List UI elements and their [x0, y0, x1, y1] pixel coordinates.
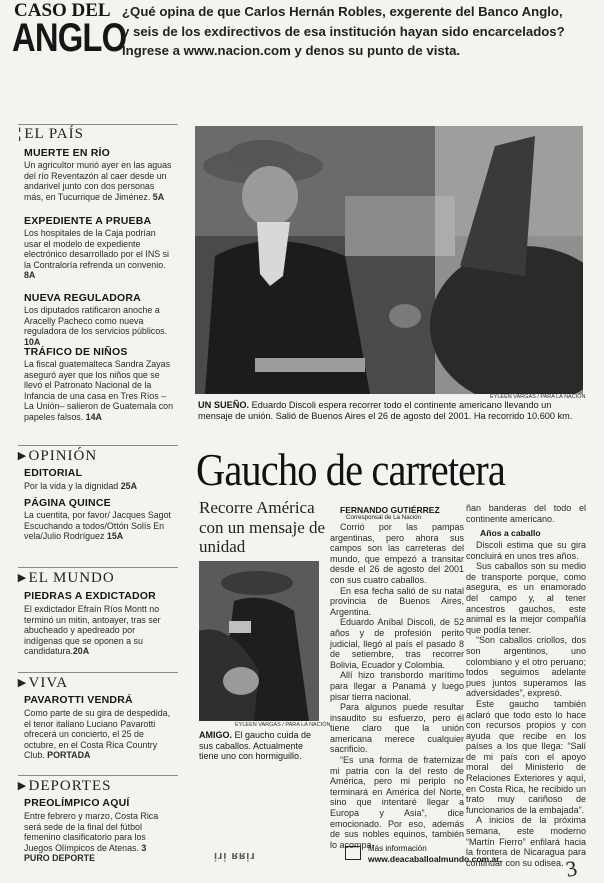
index-body: La fiscal guatemalteca Sandra Zayas aseguró ayer que los niños que se llevó el Patronato Nacional de la Infancia de una casa en Tres Ríos –La Unión– salieron de Guatemala con papeles falsos. 14A — [24, 359, 173, 422]
handwritten-page-mark: 3 — [563, 855, 580, 882]
banner-url[interactable]: www.nacion.com — [183, 43, 291, 58]
index-headline: NUEVA REGULADORA — [24, 292, 141, 304]
byline: FERNANDO GUTIÉRREZ — [340, 505, 440, 515]
paragraph: Eduardo Aníbal Discoli, de 52 años y de profesión perito judicial, llegó al país el pasado 8 de setiembre, tras recorrer Bolivia, Ecuador y Colombia. — [330, 617, 464, 670]
cut-off-text: ᴉɹᴉ ʁʁᴉɹ — [214, 850, 256, 862]
section-viva: ▸ VIVA — [18, 675, 69, 691]
banner-label-small: CASO DEL — [14, 0, 111, 21]
index-body: Como parte de su gira de despedida, el tenor italiano Luciano Pavarotti ofrecerá un concierto, el 25 de octubre, en el Costa Rica Country Club. PORTADA — [24, 708, 171, 761]
section-arrow-icon: ▸ — [18, 570, 27, 586]
banner-question-line3: Ingrese a www.nacion.com y denos su punto de vista. — [122, 43, 461, 58]
photo-caption: AMIGO. El gaucho cuida de sus caballos. Actualmente tiene uno con hormiguillo. — [199, 730, 312, 762]
gaucho-photo — [195, 126, 583, 394]
more-info-url[interactable]: www.deacaballoalmundo.com.ar. — [368, 854, 502, 864]
horse-photo — [199, 561, 319, 721]
paragraph: “Son caballos criollos, dos son argentinos, uno colombiano y el otro peruano; todos seguimos adelante pues juntos superamos las adversidades”, expresó. — [466, 635, 586, 699]
section-el-pais: ¦ EL PAÍS — [18, 126, 84, 142]
index-body: Entre febrero y marzo, Costa Rica será sede de la final del fútbol femenino clasificatorio para los Juegos Olímpicos de Atenas. 3 PURO DEPORTE — [24, 811, 159, 864]
paragraph: En esa fecha salió de su natal provincia de Buenos Aires, Argentina. — [330, 585, 464, 617]
index-body: Los hospitales de la Caja podrían usar el modelo de expediente electrónico desarrollado por el INS si la Contraloría refrenda un convenio. 8A — [24, 228, 170, 281]
article-headline: Gaucho de carretera — [196, 445, 505, 495]
index-body: El exdictador Efraín Ríos Montt no terminó un mitin, antoayer, tras ser abucheado y apedreado por indígenas que se oponen a su candidatura.20A — [24, 604, 161, 657]
photo-credit: EYLEEN VARGAS / PARA LA NACIÓN — [490, 394, 586, 400]
index-body: Por la vida y la dignidad 25A — [24, 481, 137, 491]
gaucho-photo-image — [195, 126, 583, 394]
banner-question-line1: ¿Qué opina de que Carlos Hernán Robles, exgerente del Banco Anglo, — [122, 4, 563, 19]
paragraph: Este gaucho también aclaró que todo esto lo hace con recursos propios y con ayuda que recibe en los países a los que llega: “Salí de mi país con el apoyo moral del Ministerio de Relaciones Exteriores y aquí, en Costa Rica, he recibido un trato muy cariñoso de funcionarios de la embajada”. — [466, 698, 586, 815]
index-body: Los diputados ratificaron anoche a Aracelly Pacheco como nueva reguladora de los servicios públicos. 10A — [24, 305, 168, 347]
index-headline: PREOLÍMPICO AQUÍ — [24, 797, 130, 809]
index-headline: TRÁFICO DE NIÑOS — [24, 346, 128, 358]
article-column-2-top — [466, 503, 586, 524]
section-arrow-icon: ▸ — [18, 675, 27, 691]
paragraph: A inicios de la próxima semana, este moderno “Martín Fierro” enfilará hacia la frontera de Nicaragua para continuar con su odisea. — [466, 815, 586, 868]
section-arrow-icon: ▸ — [18, 448, 27, 464]
section-opinion: ▸ OPINIÓN — [18, 448, 98, 464]
index-headline: MUERTE EN RÍO — [24, 147, 111, 159]
index-headline: EDITORIAL — [24, 467, 83, 479]
horse-photo-image — [199, 561, 319, 721]
paragraph: Sus caballos son su medio de transporte porque, como asegura, es un enamorado del campo y, al tener ancestros gauchos, este animal es la mejor compañía que podía tener. — [466, 561, 586, 635]
byline-role: Corresponsal de La Nación — [346, 514, 421, 521]
index-headline: PÁGINA QUINCE — [24, 497, 111, 509]
index-headline: EXPEDIENTE A PRUEBA — [24, 215, 152, 227]
article-subtitle: Años a caballo — [480, 528, 541, 538]
paragraph: Para algunos puede resultar insaudito su esfuerzo, pero él tiene claro que la unión americana merece cualquier sacrificio. — [330, 702, 464, 755]
computer-icon — [345, 846, 361, 860]
paragraph: Corrió por las pampas argentinas, pero ahora sus campos son las carreteras del mundo, que empezó a transitar desde el 26 de agosto del 2001 con sus cuatro caballos. — [330, 522, 464, 585]
paragraph: “Es una forma de fraternizar mi patria con la del resto de América, pero mi periplo no terminará en América del Norte, sino que intentaré llegar a Europa y Asia”, dice emocionado. Por eso, además de sus nobles equinos, también lo acompa- — [330, 755, 464, 850]
banner-label-big: ANGLO — [12, 16, 127, 60]
section-arrow-icon: ▸ — [18, 778, 27, 794]
more-info-label: Más información — [368, 844, 427, 853]
photo-credit: EYLEEN VARGAS / PARA LA NACIÓN — [235, 722, 331, 728]
article-column-2 — [466, 540, 586, 868]
paragraph: Allí hizo transbordo marítimo para llegar a Panamá y luego pisar tierra nacional. — [330, 670, 464, 702]
photo-caption: UN SUEÑO. Eduardo Discoli espera recorrer todo el continente americano llevando un mensaje de unión. Salió de Buenos Aires el 26 de agosto del 2001. Ha recorrido 10.600 km. — [198, 400, 573, 421]
paragraph: Discoli estima que su gira concluirá en unos tres años. — [466, 540, 586, 561]
article-subhead: Recorre América con un mensaje de unidad — [199, 498, 326, 556]
section-arrow-icon: ¦ — [18, 126, 23, 142]
index-body: Un agricultor murió ayer en las aguas del río Reventazón al caer desde un andarivel junto con dos personas más, en Tucurrique de Jiménez. 5A — [24, 160, 172, 202]
section-deportes: ▸ DEPORTES — [18, 778, 112, 794]
index-divider — [18, 124, 178, 125]
index-body: La cuentita, por favor/ Jacques Sagot Escuchando a todos/Ottón Solís En vela/Julio Rodríguez 15A — [24, 510, 172, 542]
banner-question-line2: y seis de los exdirectivos de esa institución hayan sido encarcelados? — [122, 24, 565, 39]
article-column-1 — [330, 522, 464, 850]
paragraph: ñan banderas del todo el continente americano. — [466, 503, 586, 524]
index-headline: PIEDRAS A EXDICTADOR — [24, 590, 156, 602]
index-headline: PAVAROTTI VENDRÁ — [24, 694, 133, 706]
section-el-mundo: ▸ EL MUNDO — [18, 570, 115, 586]
